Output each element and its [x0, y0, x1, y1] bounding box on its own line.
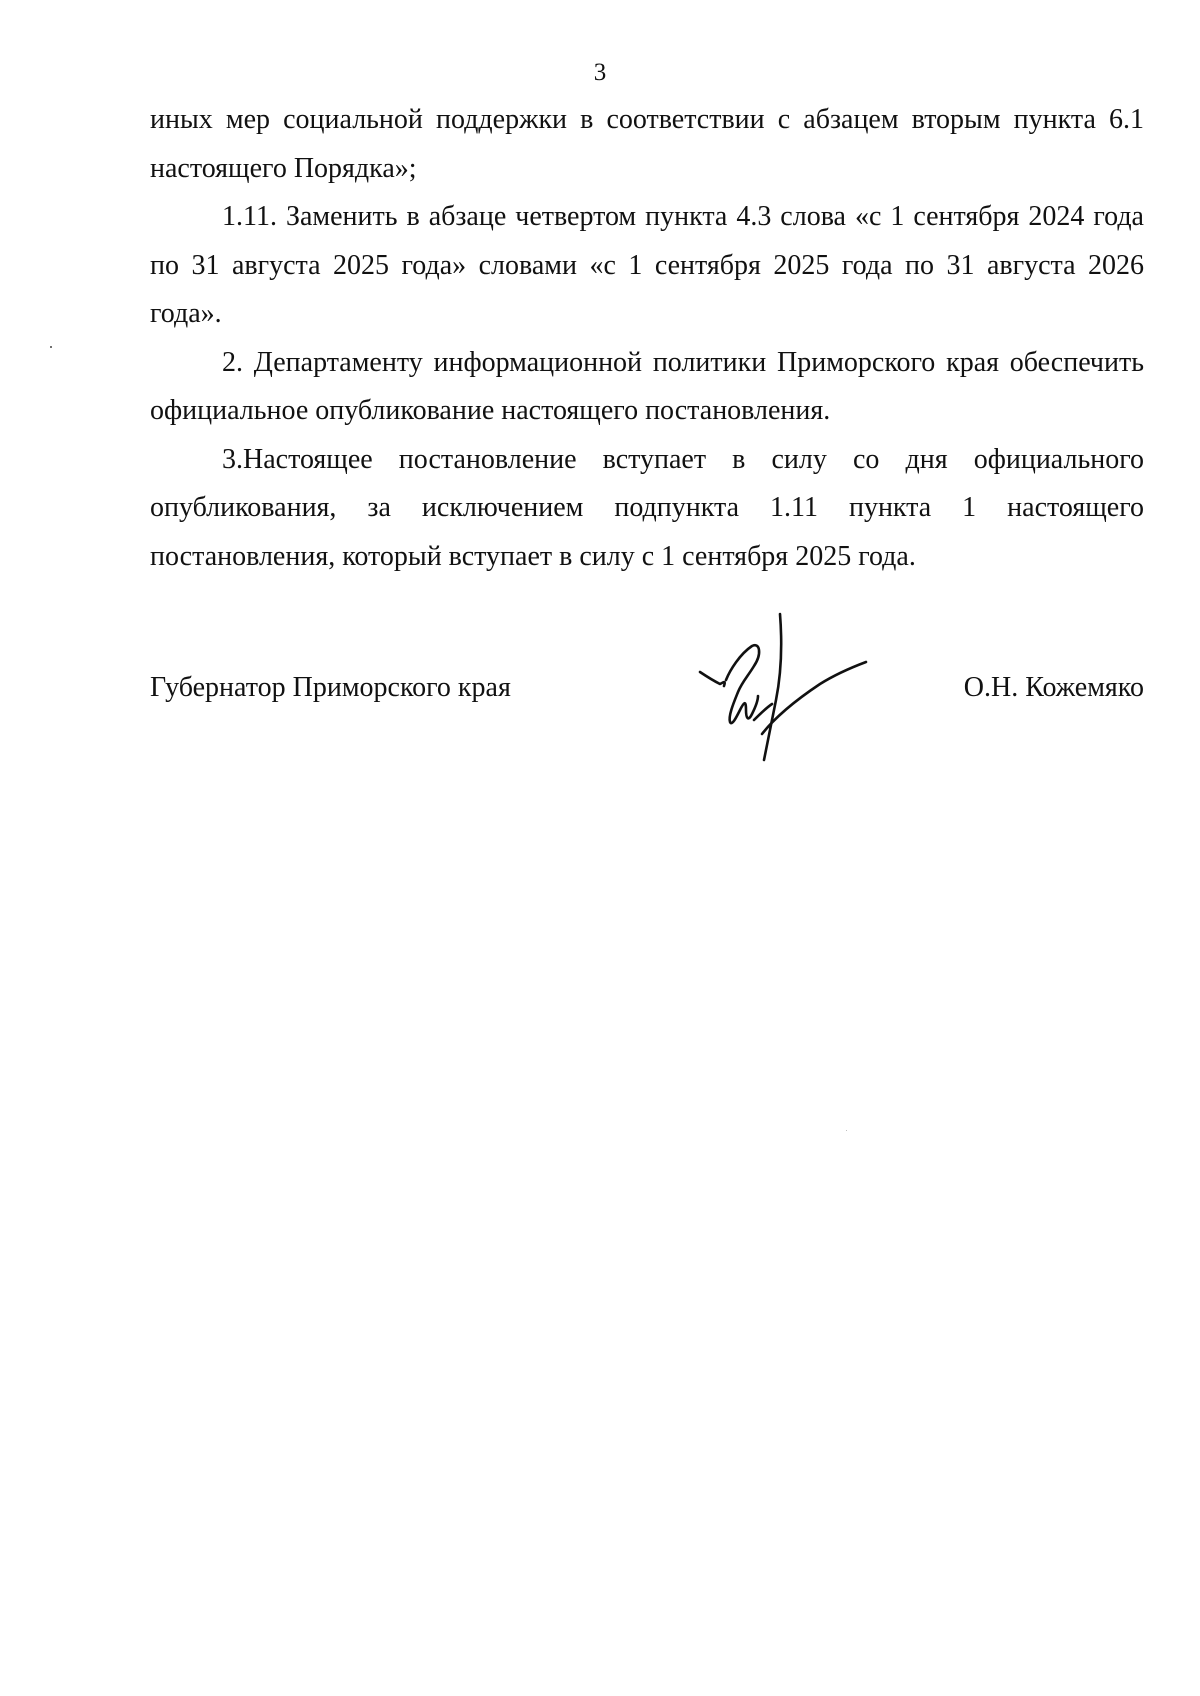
signature-block — [150, 668, 1144, 708]
paragraph-2: 2. Департаменту информационной политики Приморского края обеспечить официальное опубликование настоящего постановления. — [150, 346, 1144, 426]
paragraph-3: 3.Настоящее постановление вступает в силу со дня официального опубликования, за исключением подпункта 1.11 пункта 1 настоящего постановления, который вступает в силу с 1 сентября 2025 года. — [150, 443, 1144, 572]
document-body — [150, 96, 1144, 581]
signatory-name: О.Н. Кожемяко — [963, 672, 1144, 703]
handwritten-signature — [696, 610, 876, 770]
scan-speck — [846, 1130, 847, 1131]
page-number: 3 — [593, 59, 607, 86]
signatory-title: Губернатор Приморского края — [150, 672, 511, 703]
scan-speck — [50, 346, 52, 348]
paragraph-continuation: иных мер социальной поддержки в соответствии с абзацем вторым пункта 6.1 настоящего Порядка»; — [150, 104, 1144, 184]
paragraph-1-11: 1.11. Заменить в абзаце четвертом пункта 4.3 слова «с 1 сентября 2024 года по 31 августа 2025 года» словами «с 1 сентября 2025 года по 31 августа 2026 года». — [150, 201, 1144, 329]
